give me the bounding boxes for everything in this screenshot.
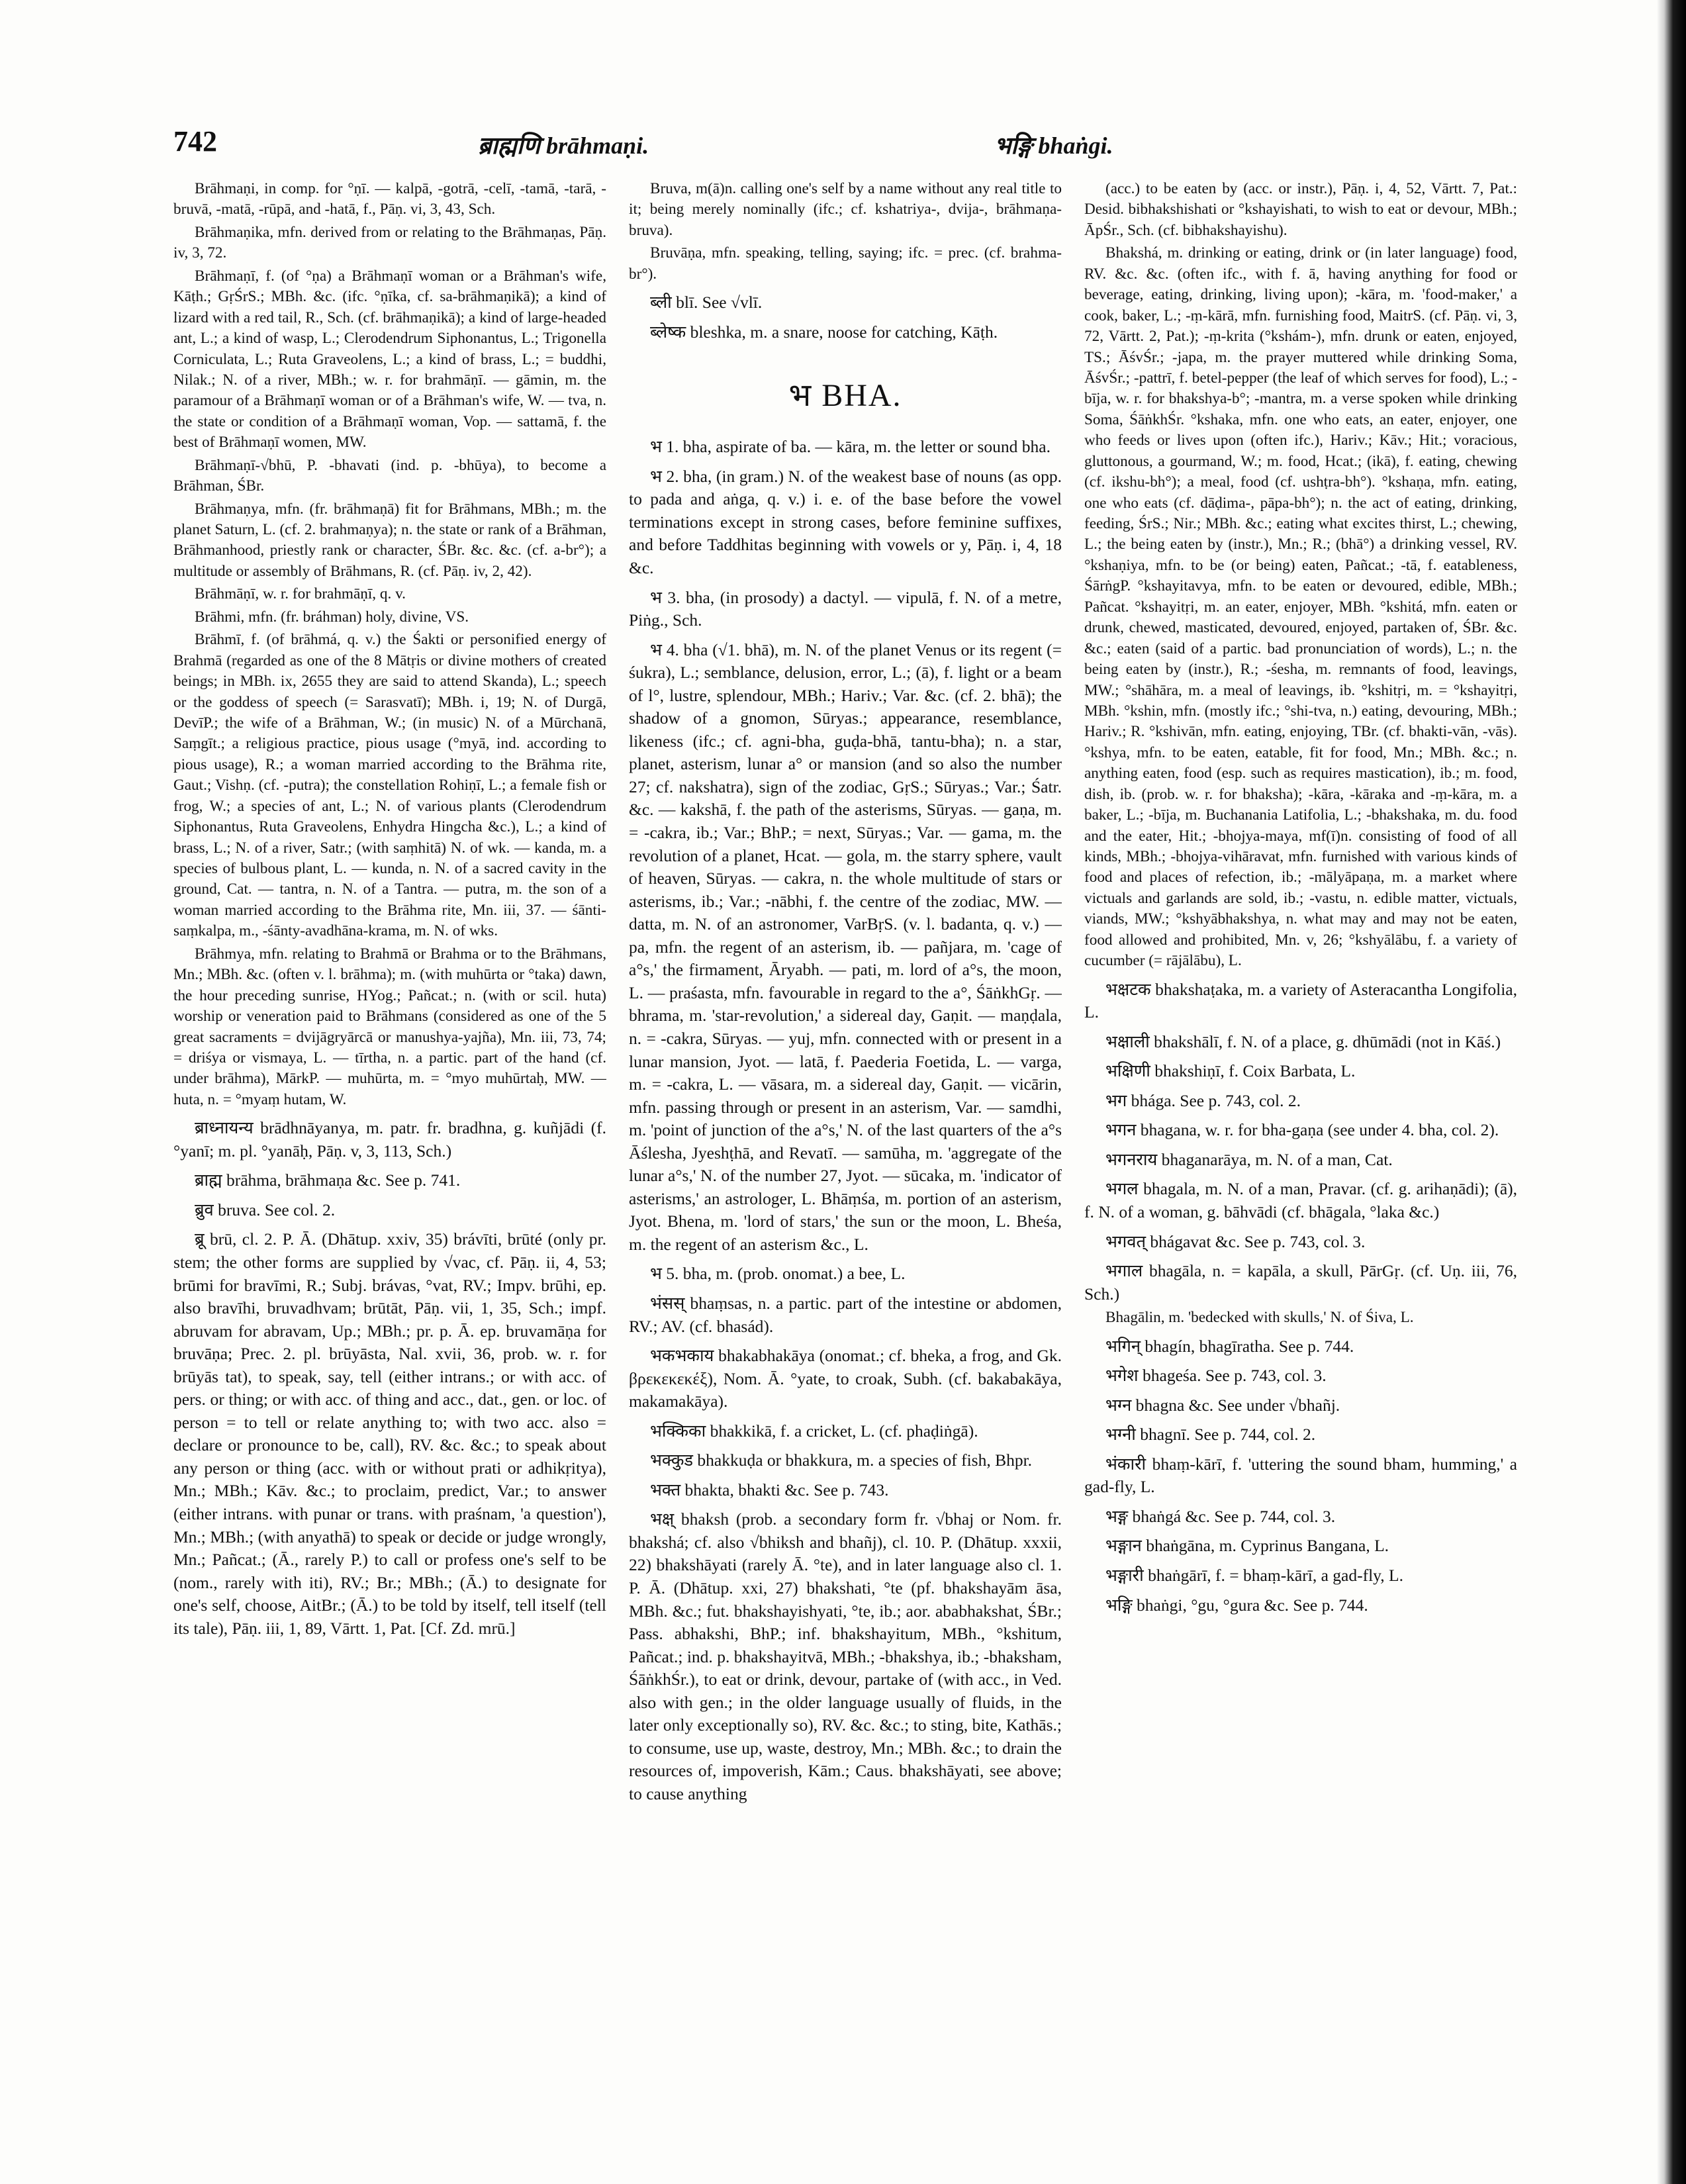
dictionary-entry: ब्ली blī. See √vlī. — [650, 293, 763, 312]
dictionary-entry: भङ्गान bhaṅgāna, m. Cyprinus Bangana, L. — [1105, 1536, 1389, 1556]
dictionary-entry: भक्षिणी bhakshiṇī, f. Coix Barbata, L. — [1105, 1061, 1356, 1081]
dictionary-entry: भक्ष् bhaksh (prob. a secondary form fr. √bhaj or Nom. fr. bhakshá; cf. also √bhiksh and bhañj), cl. 10. P. (Dhātup. xxxii, 22) bhakshāyati (rarely Ā. °te), and in later language also cl. 1. P. Ā. (Dhātup. xxi, 27) bhakshati, °te (pf. bhakshayām āsa, MBh. &c.; fut. bhakshayishyati, °te, ib.; aor. ababhakshat, ŚBr.; Pass. abhakshi, BhP.; inf. bhakshayitum, MBh., °kshitum, Pañcat.; ind. p. bhakshayitvā, MBh.; -bhakshya, ib.; -bhaksham, ŚāṅkhŚr.), to eat or drink, devour, partake of (with acc., in Ved. also with gen.; in the older language usually of fluids, in the later only exceptionally so), RV. &c. &c.; to sting, bite, Kathās.; to consume, use up, waste, destroy, Mn.; MBh. &c.; to drain the resources of, impoverish, Kām.; Caus. bhakshāyati, see above; to cause anything — [629, 1509, 1062, 1803]
dictionary-entry: ब्लेष्क bleshka, m. a snare, noose for catching, Kāṭh. — [650, 322, 998, 342]
dictionary-entry: भग्न bhagna &c. See under √bhañj. — [1105, 1395, 1340, 1415]
dictionary-entry: ब्रू brū, cl. 2. P. Ā. (Dhātup. xxiv, 35) brávīti, brūté (only pr. stem; the other forms are supplied by √vac, cf. Pāṇ. ii, 4, 53; brūmi for bravīmi, R.; Subj. brávas, °vat, RV.; Impv. brūhi, ep. also bravīhi, bruvadhvam; brūtāt, Pāṇ. vii, 1, 35, Sch.; impf. abruvam for abravam, Up.; MBh.; pr. p. Ā. ep. bruvamāṇa for bruvāṇa; Prec. 2. pl. brūyāsta, Nal. xvii, 36, prob. w. r. for brūyās tat), to speak, say, tell (either intrans.; or with acc. of pers. or thing; or with acc. of thing and acc., dat., gen. or loc. of person = to tell or relate anything to; with two acc. also = declare or pronounce to be, call), RV. &c. &c.; to speak about any person or thing (acc. with or without prati or adhikṛitya), Mn.; MBh.; Kāv. &c.; to proclaim, predict, Var.; to answer (either intrans. with punar or trans. with praśnam, 'a question'), Mn.; MBh.; (with anyathā) to speak or decide or judge wrongly, Mn.; Pañcat.; (Ā., rarely P.) to call or profess one's self to be (nom., rarely with iti), RV.; Br.; MBh.; (Ā.) to designate for one's self, choose, AitBr.; (Ā.) to be told by itself, tell itself (tell its tale), Pāṇ. iii, 1, 89, Vārtt. 1, Pat. [Cf. Zd. mrū.] — [173, 1229, 606, 1638]
dictionary-entry: भगेश bhageśa. See p. 743, col. 3. — [1105, 1366, 1327, 1386]
dictionary-entry: भ 4. bha (√1. bhā), m. N. of the planet Venus or its regent (= śukra), L.; semblance, delusion, error, L.; (ā), f. light or a beam of l°, lustre, splendour, MBh.; Hariv.; Var. &c. (cf. 2. bhā); the shadow of a gnomon, Sūryas.; appearance, resemblance, likeness (ifc.; cf. agni-bha, guḍa-bhā, tantu-bha); n. a star, planet, asterism, lunar a° or mansion (and so also the number 27; cf. nakshatra), sign of the zodiac, GṛS.; Sūryas.; Var.; Śatr. &c. — kakshā, f. the path of the asterisms, Sūryas. — gaṇa, m. = -cakra, ib.; Var.; BhP.; = next, Sūryas.; Var. — gama, m. the revolution of a planet, Hcat. — gola, m. the starry sphere, vault of heaven, Sūryas. — cakra, n. the whole multitude of stars or asterisms, ib.; Var.; -nābhi, f. the centre of the zodiac, MW. — datta, m. N. of an astronomer, VarBṛS. (v. l. badanta, q. v.) — pa, mfn. the regent of an asterism, ib. — pañjara, m. 'cage of a°s,' the firmament, Āryabh. — pati, m. lord of a°s, the moon, L. — praśasta, mfn. favourable in regard to the a°, ŚāṅkhGṛ. — bhrama, m. 'star-revolution,' a sidereal day, Gaṇit. — maṇḍala, n. = -cakra, Sūryas. — yuj, mfn. connected with or present in a lunar mansion, Jyot. — latā, f. Paederia Foetida, L. — varga, m. = -cakra, L. — vāsara, m. a sidereal day, Gaṇit. — vicārin, mfn. passing through or present in an asterism, Var. — samdhi, m. 'point of junction of the a°s,' N. of the last quarters of the a°s Āślesha, Jyeshṭhā, and Revatī. — samūha, m. 'aggregate of the lunar a°s,' N. of the number 27, Jyot. — sūcaka, m. 'indicator of asterisms,' an astrologer, L. Bhāṃśa, m. portion of an asterism, Jyot. Bhena, m. 'lord of stars,' the sun or the moon, L. Bheśa, m. the regent of an asterism &c., L. — [629, 640, 1062, 1254]
column-1 — [173, 179, 606, 2158]
dictionary-entry: भगवत् bhágavat &c. See p. 743, col. 3. — [1105, 1231, 1366, 1251]
dictionary-entry: Brāhmaṇya, mfn. (fr. brāhmaṇā) fit for Brāhmans, MBh.; m. the planet Saturn, L. (cf. 2. brahmaṇya); n. the state or rank of a Brāhman, Brāhmanhood, priestly rank or character, ŚBr. &c. &c. (cf. a-br°); a multitude or assembly of Brāhmans, R. (cf. Pāṇ. iv, 2, 42). — [173, 500, 606, 580]
dictionary-entry: Bhagālin, m. 'bedecked with skulls,' N. of Śiva, L. — [1105, 1309, 1414, 1327]
running-head-right: भङ्गि bhaṅgi. — [994, 132, 1113, 159]
dictionary-entry: भङ्ग bhaṅgá &c. See p. 744, col. 3. — [1105, 1506, 1336, 1526]
dictionary-entry: ब्राह्म brāhma, brāhmaṇa &c. See p. 741. — [195, 1170, 461, 1190]
scan-edge — [1657, 0, 1686, 2184]
dictionary-entry: भ 2. bha, (in gram.) N. of the weakest base of nouns (as opp. to pada and aṅga, q. v.) i. e. of the base before the vowel terminations except in strong cases, before feminine suffixes, and before Taddhitas beginning with vowels or y, Pāṇ. i, 4, 18 &c. — [629, 466, 1062, 578]
dictionary-entry: भक्किका bhakkikā, f. a cricket, L. (cf. phaḍiṅgā). — [650, 1421, 978, 1441]
dictionary-entry: (acc.) to be eaten by (acc. or instr.), Pāṇ. i, 4, 52, Vārtt. 7, Pat.: Desid. bibhakshishati or °kshayishati, to wish to eat or devour, MBh.; ĀpŚr., Sch. (cf. bibhakshayishu). — [1084, 180, 1517, 239]
dictionary-entry: Brāhmaṇī, f. (of °ṇa) a Brāhmaṇī woman or a Brāhman's wife, Kāṭh.; GṛŚrS.; MBh. &c. (ifc. °ṇīka, cf. sa-brāhmaṇikā); a kind of lizard with a red tail, R., Sch. (cf. brāhmaṇikā); a kind of large-headed ant, L.; a kind of wasp, L.; Clerodendrum Siphonantus, L.; Trigonella Corniculata, L.; Ruta Graveolens, L.; a kind of brass, L.; = buddhi, Nilak.; N. of a river, MBh.; w. r. for brahmāṇī. — gāmin, m. the paramour of a Brāhmaṇī woman or of a Brāhman's wife, W. — tva, n. the state or condition of a Brāhmaṇī woman, Vop. — sattamā, f. the best of Brāhmaṇī women, MW. — [173, 267, 606, 451]
column-2 — [629, 179, 1062, 2158]
dictionary-entry: भक्त bhakta, bhakti &c. See p. 743. — [650, 1480, 889, 1499]
running-head-left: ब्राह्मणि brāhmaṇi. — [478, 132, 649, 159]
dictionary-entry: Brāhmya, mfn. relating to Brahmā or Brahma or to the Brāhmans, Mn.; MBh. &c. (often v. l. brāhma); m. (with muhūrta or °taka) dawn, the hour preceding sunrise, HYog.; Pañcat.; n. (with or scil. huta) worship or veneration paid to Brāhmans (considered as one of the 5 great sacraments = dvijāgryārcā or manushya-yajña), Mn. iii, 73, 74; = driśya or vismaya, L. — tīrtha, n. a partic. part of the hand (cf. under brāhma), MārkP. — muhūrta, m. = °myo muhūrtaḥ, MW. — huta, n. = °myaṃ hutam, W. — [173, 945, 606, 1108]
dictionary-entry: Bruva, m(ā)n. calling one's self by a name without any real title to it; being merely nominally (ifc.; cf. kshatriya-, dvija-, brāhmaṇa-bruva). — [629, 180, 1062, 239]
dictionary-entry: Bhakshá, m. drinking or eating, drink or (in later language) food, RV. &c. &c. (often ifc., with f. ā, having anything for food or beverage, eating, drinking, living upon); -kāra, m. 'food-maker,' a cook, baker, L.; -ṃ-kārā, mfn. furnishing food, MaitrS. (cf. Pāṇ. vi, 3, 72, Vārtt. 2, Pat.); -ṃ-krita (°kshám-), mfn. drunk or eaten, enjoyed, TS.; ĀśvŚr.; -japa, m. the prayer muttered while drinking Soma, ĀśvŚr.; -pattrī, f. betel-pepper (the leaf of which serves for food), L.; -bīja, w. r. for bhakshya-b°; -mantra, m. a verse spoken while drinking Soma, ŚāṅkhŚr. °kshaka, mfn. one who eats, an eater, enjoyer, one who feeds or lives upon (often ifc.), Hariv.; Kāv.; Hit.; voracious, gluttonous, a gourmand, W.; m. food, Hcat.; (ikā), f. eating, chewing (cf. ikshu-bh°); a meal, food (cf. ushṭra-bh°). °kshaṇa, mfn. eating, one who eats (cf. dāḍima-, pāpa-bh°); n. the act of eating, drinking, feeding, ŚrS.; Nir.; MBh. &c.; eating what excites thirst, L.; chewing, L.; the being eaten by (instr.), Mn.; R.; (bhā°) a drinking vessel, RV. °kshaṇiya, mfn. to be (or being) eaten, Pañcat.; -tā, f. eatableness, ŚārṅgP. °kshayitavya, mfn. to be eaten or devoured, edible, MBh.; Pañcat. °kshayitṛi, m. an eater, enjoyer, MBh. °kshitá, mfn. eaten or drunk, chewed, masticated, devoured, enjoyed, partaken of, ŚBr. &c. &c.; eaten (said of a partic. bad pronunciation of words), L.; n. the being eaten by (instr.), R.; -śesha, m. remnants of food, leavings, MW.; °shāhāra, m. a meal of leavings, ib. °kshitṛi, m. = °kshayitṛi, MBh. °kshin, mfn. (mostly ifc.; °shi-tva, n.) eating, devouring, MBh.; Hariv.; R. °kshivān, mfn. eating, enjoying, TBr. (cf. bhakti-vān, -vās). °kshya, mfn. to be eaten, eatable, fit for food, Mn.; MBh. &c.; n. anything eaten, food (esp. such as requires mastication), ib.; m. food, dish, ib. (prob. w. r. for bhaksha); -kāra, -kāraka and -ṃ-kāra, m. a baker, L.; -bīja, m. Buchanania Latifolia, L.; -bhakshaka, m. du. food and the eater, Hit.; -bhojya-maya, mf(ī)n. consisting of food of all kinds, MBh.; -bhojya-vihāravat, mfn. furnished with various kinds of food and places of refection, ib.; -mālyāpaṇa, m. a market where victuals and garlands are sold, ib.; -vastu, n. edible matter, victuals, viands, MW.; °kshyābhakshya, n. what may and may not be eaten, food allowed and prohibited, Mn. v, 26; °kshyālābu, f. a variety of cucumber (= rājālābu), L. — [1084, 244, 1517, 970]
dictionary-entry: भङ्गारी bhaṅgārī, f. = bhaṃ-kārī, a gad-fly, L. — [1105, 1566, 1403, 1585]
dictionary-entry: Bruvāṇa, mfn. speaking, telling, saying; ifc. = prec. (cf. brahma-br°). — [629, 244, 1062, 283]
column-3 — [1084, 179, 1517, 2158]
dictionary-entry: Brāhmaṇika, mfn. derived from or relating to the Brāhmaṇas, Pāṇ. iv, 3, 72. — [173, 223, 606, 262]
dictionary-entry: भक्षटक bhakshaṭaka, m. a variety of Asteracantha Longifolia, L. — [1084, 979, 1517, 1022]
dictionary-entry: भंकारी bhaṃ-kārī, f. 'uttering the sound bham, humming,' a gad-fly, L. — [1084, 1454, 1517, 1497]
dictionary-entry: भग्नी bhagnī. See p. 744, col. 2. — [1105, 1425, 1316, 1445]
dictionary-entry: भ 5. bha, m. (prob. onomat.) a bee, L. — [650, 1264, 906, 1284]
dictionary-entry: ब्रुव bruva. See col. 2. — [195, 1200, 336, 1219]
dictionary-entry: Brāhmī, f. (of brāhmá, q. v.) the Śakti or personified energy of Brahmā (regarded as one of the 8 Mātṛis or divine mothers of created beings; in MBh. ix, 2655 they are said to attend Skanda), L.; speech or the goddess of speech (= Sarasvatī); MBh. i, 19; N. of Durgā, DevīP.; the wife of a Brāhman, W.; (in music) N. of a Mūrchanā, Saṃgīt.; a religious practice, pious usage (°myā, ind. according to pious usage), R.; a woman married according to the Brāhma rite, Gaut.; Vishṇ. (cf. -putra); the constellation Rohiṇī, L.; a female fish or frog, W.; a species of ant, L.; N. of various plants (Clerodendrum Siphonantus, Ruta Graveolens, Enhydra Hingcha &c.), L.; a kind of brass, L.; N. of a river, Satr.; (with saṃhitā) N. of wk. — kanda, m. a species of bulbous plant, L. — kunda, n. N. of a sacred cavity in the ground, Cat. — tantra, n. N. of a Tantra. — putra, m. the son of a woman married according to the Brāhma rite, Mn. iii, 37. — śānti-saṃkalpa, m., -śānty-avadhāna-krama, m. N. of wks. — [173, 631, 606, 940]
dictionary-entry: भगल bhagala, m. N. of a man, Pravar. (cf. g. arihaṇādi); (ā), f. N. of a woman, g. bāhvādi (cf. bhāgala, °laka &c.) — [1084, 1179, 1517, 1221]
dictionary-entry: भगन bhagana, w. r. for bha-gaṇa (see under 4. bha, col. 2). — [1105, 1120, 1499, 1140]
dictionary-entry: भङ्गि bhaṅgi, °gu, °gura &c. See p. 744. — [1105, 1595, 1368, 1615]
dictionary-entry: Brāhmāṇī, w. r. for brahmāṇī, q. v. — [195, 585, 406, 603]
dictionary-entry: भकभकाय bhakabhakāya (onomat.; cf. bheka, a frog, and Gk. βρεκεκεκέξ), Nom. Ā. °yate, to croak, Subh. (cf. bakabakāya, makamakāya). — [629, 1346, 1062, 1411]
dictionary-entry: भ 1. bha, aspirate of ba. — kāra, m. the letter or sound bha. — [650, 437, 1051, 457]
dictionary-entry: Brāhmi, mfn. (fr. bráhman) holy, divine, VS. — [195, 608, 469, 626]
page-number: 742 — [173, 125, 217, 158]
dictionary-entry: भक्षाली bhakshālī, f. N. of a place, g. dhūmādi (not in Kāś.) — [1105, 1031, 1501, 1051]
dictionary-entry: Brāhmaṇi, in comp. for °ṇī. — kalpā, -gotrā, -celī, -tamā, -tarā, -bruvā, -matā, -rūpā, and -hatā, f., Pāṇ. vi, 3, 43, Sch. — [173, 180, 606, 218]
dictionary-entry: भंसस् bhaṃsas, n. a partic. part of the intestine or abdomen, RV.; AV. (cf. bhasád). — [629, 1293, 1062, 1336]
dictionary-entry: भ 3. bha, (in prosody) a dactyl. — vipulā, f. N. of a metre, Piṅg., Sch. — [629, 587, 1062, 630]
dictionary-entry: भक्कुड bhakkuḍa or bhakkura, m. a species of fish, Bhpr. — [650, 1450, 1033, 1470]
dictionary-entry: भगिन् bhagín, bhagīratha. See p. 744. — [1105, 1336, 1354, 1356]
dictionary-columns — [173, 179, 1517, 2158]
page-header — [173, 124, 1517, 171]
dictionary-entry: भग bhága. See p. 743, col. 2. — [1105, 1090, 1301, 1110]
dictionary-entry: भगाल bhagāla, n. = kapāla, a skull, PārGṛ. (cf. Uṇ. iii, 76, Sch.) — [1084, 1261, 1517, 1304]
section-heading: भ BHA. — [788, 378, 902, 414]
dictionary-entry: भगनराय bhaganarāya, m. N. of a man, Cat. — [1105, 1149, 1393, 1169]
dictionary-entry: ब्राध्नायन्य brādhnāyanya, m. patr. fr. bradhna, g. kuñjādi (f. °yanī; m. pl. °yanāḥ, Pāṇ. v, 3, 113, Sch.) — [173, 1118, 606, 1161]
dictionary-entry: Brāhmaṇī-√bhū, P. -bhavati (ind. p. -bhūya), to become a Brāhman, ŚBr. — [173, 456, 606, 495]
